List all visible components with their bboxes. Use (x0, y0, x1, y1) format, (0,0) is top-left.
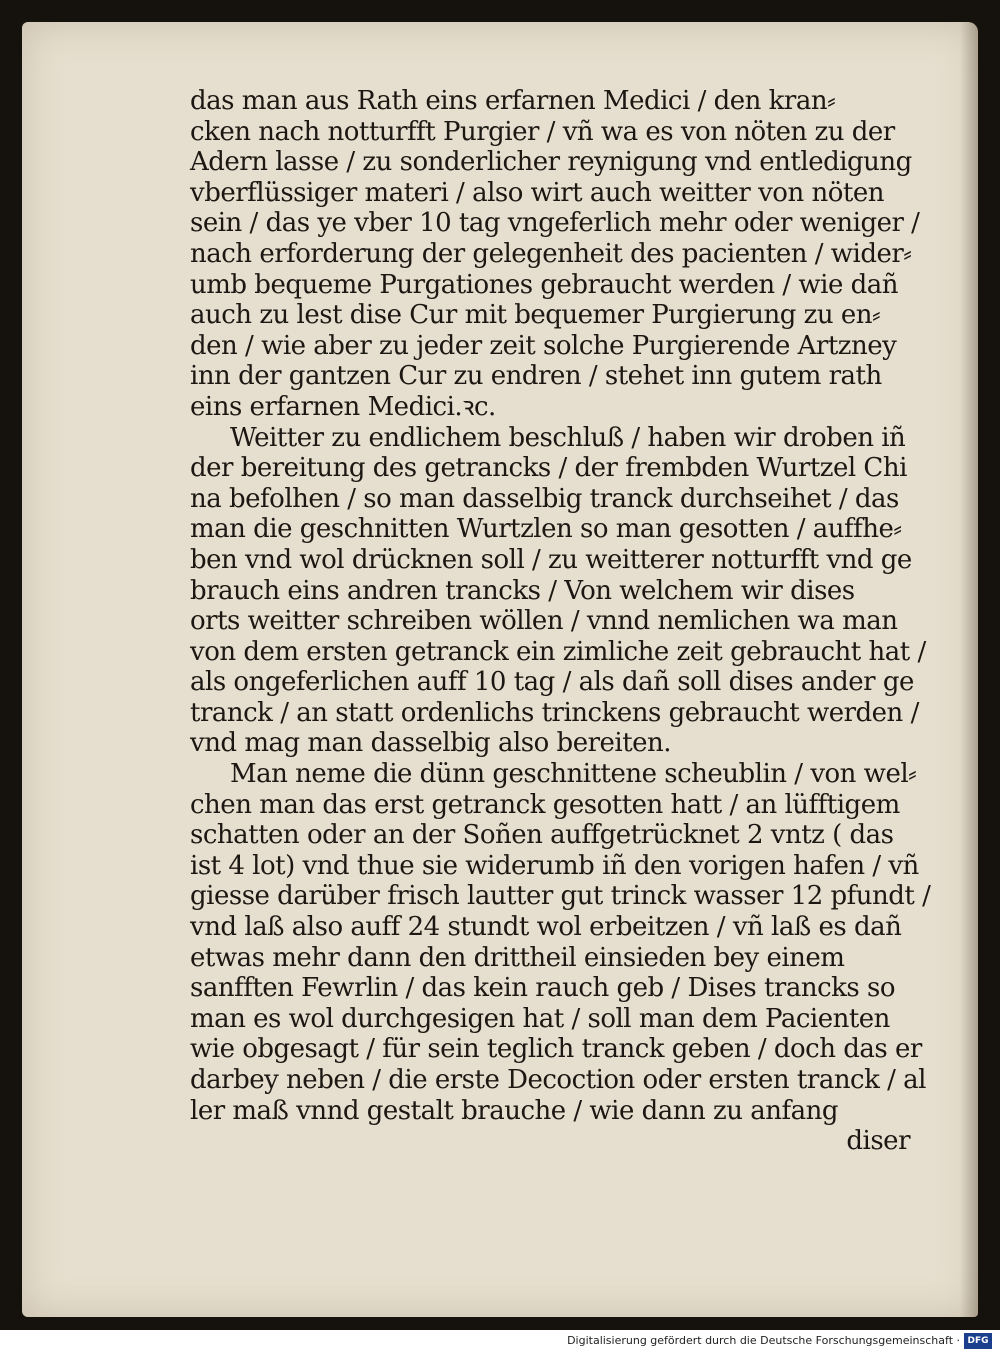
text-line: eins erfarnen Medici.ꝛc. (190, 391, 496, 422)
text-line: nach erforderung der gelegenheit des pacienten / wider⸗ (190, 238, 912, 269)
text-line: vnd mag man dasselbig also bereiten. (190, 728, 672, 759)
text-line: chen man das erst getranck gesotten hatt / an lüfftigem (190, 789, 900, 820)
text-line: schatten oder an der Soñen auffgetrücknet 2 vntz ( das (190, 820, 894, 851)
footer-bar (0, 1330, 1000, 1354)
text-line: cken nach notturfft Purgier / vñ wa es von nöten zu der (190, 116, 895, 147)
text-line-paragraph-start: Man neme die dünn geschnittene scheublin / von wel⸗ (230, 759, 917, 790)
text-line: ler maß vnnd gestalt brauche / wie dann zu anfang (190, 1095, 839, 1126)
text-line: umb bequeme Purgationes gebraucht werden / wie dañ (190, 269, 899, 300)
text-line: ben vnd wol drücknen soll / zu weitterer notturfft vnd ge (190, 544, 912, 575)
text-line: brauch eins andren trancks / Von welchem wir dises (190, 575, 855, 606)
text-line: man die geschnitten Wurtzlen so man gesotten / auffhe⸗ (190, 514, 902, 545)
text-line-paragraph-start: Weitter zu endlichem beschluß / haben wir droben iñ (230, 422, 906, 453)
text-line: den / wie aber zu jeder zeit solche Purgierende Artzney (190, 330, 897, 361)
text-line: na befolhen / so man dasselbig tranck durchseihet / das (190, 483, 899, 514)
page-edge-shadow (960, 22, 978, 1317)
text-line: tranck / an statt ordenlichs trinckens gebraucht werden / (190, 697, 919, 728)
text-line: vberflüssiger materi / also wirt auch weitter von nöten (190, 177, 884, 208)
text-line: das man aus Rath eins erfarnen Medici / den kran⸗ (190, 86, 836, 116)
text-line: giesse darüber frisch lautter gut trinck wasser 12 pfundt / (190, 881, 931, 912)
text-line: sanfften Fewrlin / das kein rauch geb / Dises trancks so (190, 973, 896, 1004)
text-line: wie obgesagt / für sein teglich tranck geben / doch das er (190, 1034, 922, 1065)
dfg-logo: DFG (964, 1333, 992, 1349)
text-line: inn der gantzen Cur zu endren / stehet inn gutem rath (190, 361, 882, 392)
text-line: als ongeferlichen auff 10 tag / als dañ soll dises ander ge (190, 667, 914, 698)
text-line: man es wol durchgesigen hat / soll man dem Pacienten (190, 1003, 890, 1034)
text-line: ist 4 lot) vnd thue sie widerumb iñ den vorigen hafen / vñ (190, 850, 919, 881)
text-line: der bereitung des getrancks / der frembden Wurtzel Chi (190, 453, 907, 484)
footer-credit-text: Digitalisierung gefördert durch die Deutsche Forschungsgemeinschaft · (567, 1334, 960, 1347)
text-line: Adern lasse / zu sonderlicher reynigung vnd entledigung (190, 147, 912, 178)
catchword: diser (846, 1126, 910, 1157)
text-line: von dem ersten getranck ein zimliche zeit gebraucht hat / (190, 636, 926, 667)
text-line: sein / das ye vber 10 tag vngeferlich mehr oder weniger / (190, 208, 920, 239)
text-line: darbey neben / die erste Decoction oder ersten tranck / al (190, 1065, 926, 1095)
text-line: etwas mehr dann den drittheil einsieden bey einem (190, 942, 845, 973)
text-line: orts weitter schreiben wöllen / vnnd nemlichen wa man (190, 606, 898, 637)
page-text-block (190, 86, 931, 1157)
text-line: auch zu lest dise Cur mit bequemer Purgierung zu en⸗ (190, 300, 881, 331)
text-line: vnd laß also auff 24 stundt wol erbeitzen / vñ laß es dañ (190, 912, 902, 943)
